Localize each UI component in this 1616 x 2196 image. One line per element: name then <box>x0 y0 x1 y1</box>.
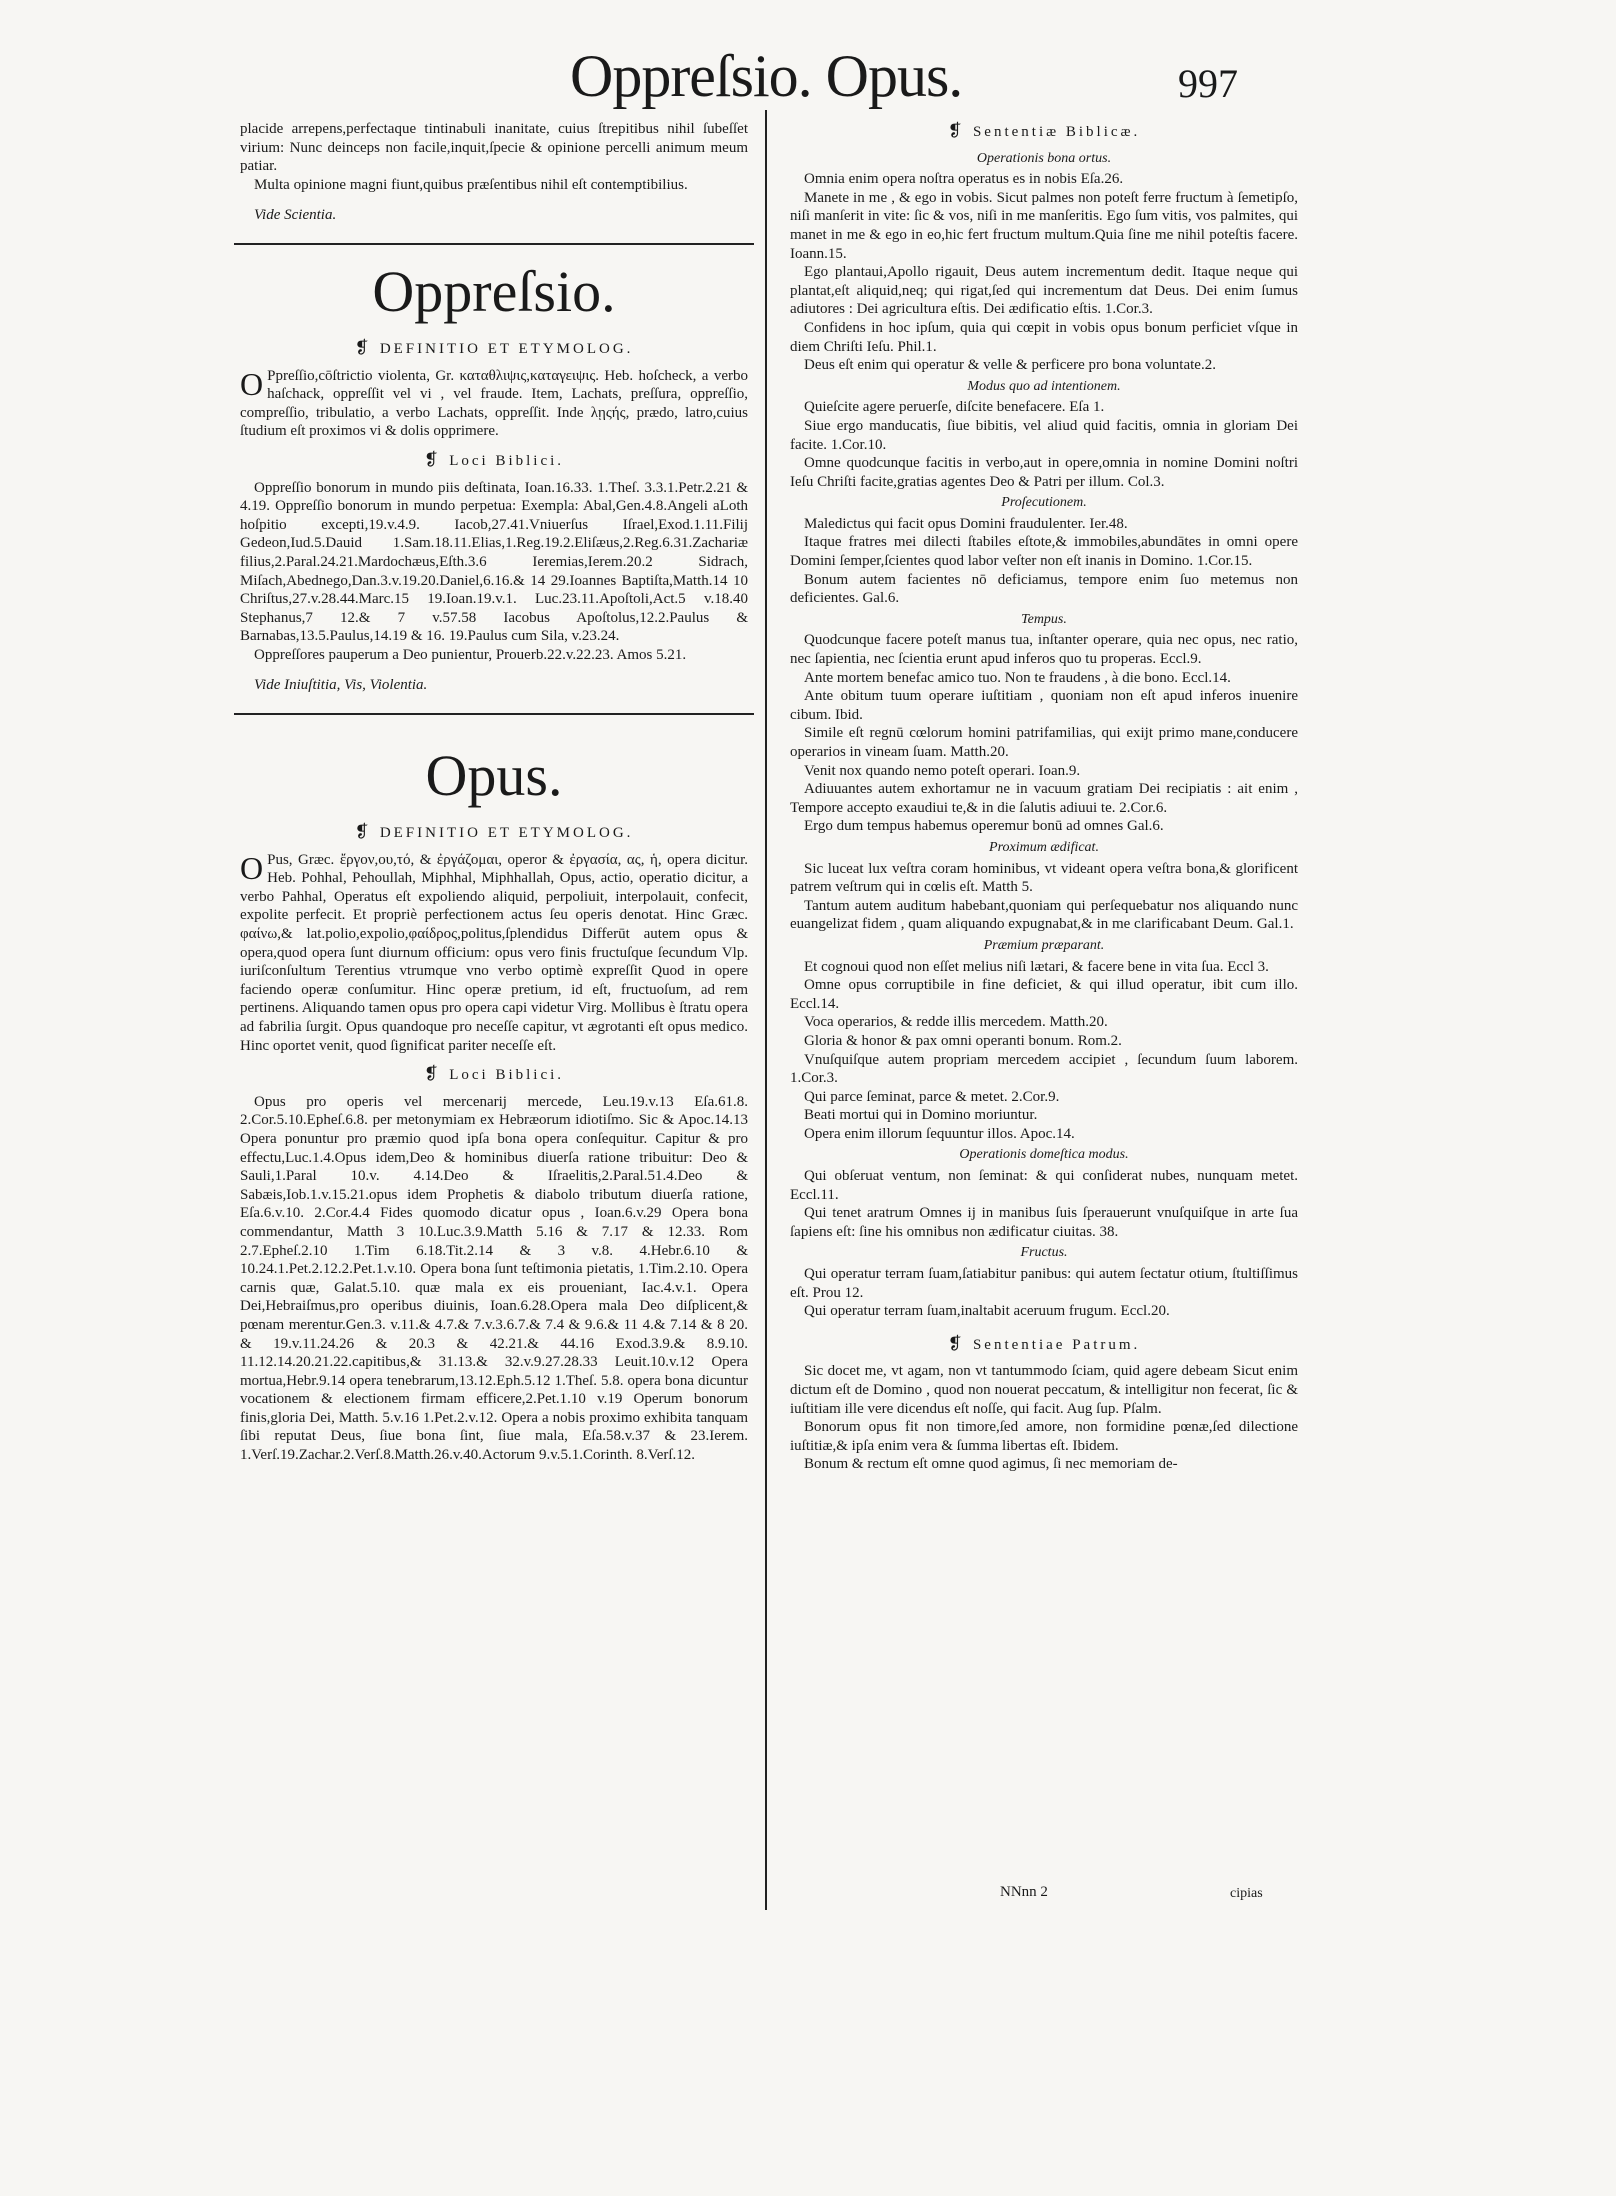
sententia-label: Tempus. <box>1021 611 1067 627</box>
sententia-paragraph: Bonum autem facientes nō deficiamus, tempore enim ſuo metemus non deficientes. Gal.6. <box>790 571 1298 607</box>
sententia-paragraph: Quodcunque facere poteſt manus tua, inſtanter operare, quia nec opus, nec ratio, nec ſapientia, nec ſcientia erunt apud inferos quo tu properas. Eccl.9. <box>790 632 1298 668</box>
sententia-paragraph: Voca operarios, & redde illis mercedem. Matth.20. <box>804 1014 1108 1031</box>
loci-paragraph: Oppreſſio bonorum in mundo piis deſtinata, Ioan.16.33. 1.Theſ. 3.3.1.Petr.2.21 & 4.19. Oppreſſio bonorum in mundo perpetua: Exempla: Abal,Gen.4.8.Angeli aLoth hoſpitio excepti,19.v.4.9. Iacob,27.41.Vniuerſus Iſrael,Exod.1.11.Filij Gedeon,Iud.5.Dauid 1.Sam.18.11.Elias,1.Reg.19.2.Eliſæus,2.Reg.6.31.Zachariæ filius,2.Paral.24.21.Mardochæus,Eſth.3.6 Ieremias,Ierem.20.2 Sidrach, Miſach,Abednego,Dan.3.v.19.20.Daniel,6.16.& 14 29.Ioannes Baptiſta,Matth.14 10 Chriſtus,27.v.28.44.Marc.15 19.Ioan.19.v.1. Luc.23.11.Apoſtoli,Act.5 v.18.40 Stephanus,7 12.& 7 v.57.58 Iacobus Apoſtolus,12.2.Paulus & Barnabas,13.5.Paulus,14.19 & 16. 19.Paulus cum Sila, v.23.24. <box>240 479 748 645</box>
sententia-label: Fructus. <box>1020 1245 1068 1261</box>
sententia-paragraph: Beati mortui qui in Domino moriuntur. <box>804 1107 1038 1124</box>
definition-paragraph: O Ppreſſio,cōſtrictio violenta, Gr. καταθλιψις,καταγειψις. Heb. hoſcheck, a verbo haſchack, oppreſſit vel vi , vel fraude. Item, Lachats, preſſura, oppreſſio, compreſſio, tribulatio, a verbo Lachats, oppreſſit. Inde λῃςής, prædo, latro,cuius ſtudium eſt proximos vi & dolis opprimere. <box>240 365 748 440</box>
section-divider <box>234 243 754 245</box>
sententia-paragraph: Qui operatur terram ſuam,ſatiabitur panibus: qui autem ſectatur otium, ſtultiſſimus eſt. Prou 12. <box>790 1266 1298 1301</box>
sententia-paragraph: Tantum autem auditum habebant,quoniam qui perſequebatur nos aliquando nunc euangelizat fidem , quam aliquando expugnabat,& in me clarificabant Deum. Gal.1. <box>790 897 1298 933</box>
sententia-paragraph: Manete in me , & ego in vobis. Sicut palmes non poteſt ferre fructum à ſemetipſo, niſi manſerit in vite: ſic & vos, niſi in me manſeritis. Ego ſum vitis, vos palmites, qui manet in me & ego in eo,hic fert fructum multum.Quia ſine me nihil poteſtis facere. Ioann.15. <box>790 189 1298 262</box>
sententia-paragraph: Ante obitum tuum operare iuſtitiam , quoniam non eſt apud inferos inuenire cibum. Ibid. <box>790 688 1298 723</box>
sententia-paragraph: Maledictus qui facit opus Domini fraudulenter. Ier.48. <box>804 515 1128 532</box>
sententia-paragraph: Qui tenet aratrum Omnes ij in manibus ſuis ſperauerunt vnuſquiſque in arte ſua ſapiens eſt: ſine his omnibus non ædificatur ciuitas. 38. <box>790 1205 1298 1240</box>
pilcrow-icon: ❡ <box>354 822 372 842</box>
drop-cap: O <box>240 365 264 402</box>
patres-paragraph: Bonorum opus fit non timore,ſed amore, non formidine pœnæ,ſed dilectione iuſtitiæ,& ipſa enim vera & ſumma libertas eſt. Ibidem. <box>790 1419 1298 1454</box>
pilcrow-icon: ❡ <box>947 121 965 140</box>
loci-paragraph: Oppreſſores pauperum a Deo punientur, Prouerb.22.v.22.23. Amos 5.21. <box>254 646 687 663</box>
sententiae-blocks <box>790 150 1298 1321</box>
sententia-paragraph: Quieſcite agere peruerſe, diſcite benefacere. Eſa 1. <box>804 399 1105 416</box>
signature-mark: NNnn 2 <box>1000 1884 1048 1900</box>
page-number: 997 <box>1178 61 1238 106</box>
pilcrow-icon: ❡ <box>947 1333 965 1353</box>
right-column <box>790 120 1298 1474</box>
left-column <box>240 120 748 1465</box>
sententia-paragraph: Qui obſeruat ventum, non ſeminat: & qui conſiderat nubes, nunquam metet. Eccl.11. <box>790 1168 1298 1203</box>
sententiae-biblicae-heading: ❡ Sententiæ Biblicæ. <box>947 121 1141 140</box>
sententia-paragraph: Venit nox quando nemo poteſt operari. Ioan.9. <box>804 762 1081 779</box>
page-header <box>0 38 1616 118</box>
sententia-paragraph: Ergo dum tempus habemus operemur bonū ad omnes Gal.6. <box>804 818 1164 835</box>
sententia-paragraph: Qui parce ſeminat, parce & metet. 2.Cor.9. <box>804 1088 1060 1105</box>
column-divider <box>765 110 767 1910</box>
patres-paragraph: Bonum & rectum eſt omne quod agimus, ſi nec memoriam de- <box>804 1456 1178 1473</box>
sententia-paragraph: Vnuſquiſque autem propriam mercedem accipiet , ſecundum ſuum laborem. 1.Cor.3. <box>790 1051 1298 1087</box>
sententia-paragraph: Gloria & honor & pax omni operanti bonum. Rom.2. <box>804 1032 1122 1049</box>
sententia-paragraph: Et cognoui quod non eſſet melius niſi lætari, & facere bene in vita ſua. Eccl 3. <box>804 958 1269 975</box>
intro-paragraph: placide arrepens,perfectaque tintinabuli inanitate, cuius ſtrepitibus nihil ſubeſſet virium: Nunc deinceps non facile,inquit,ſpecie & opinione percelli animum meum patiar. <box>240 121 748 175</box>
sententia-paragraph: Siue ergo manducatis, ſiue bibitis, vel aliud quid facitis, omnia in gloriam Dei facite. 1.Cor.10. <box>790 417 1298 453</box>
section-title-opus: Opus. <box>425 743 563 809</box>
sententia-paragraph: Simile eſt regnū cœlorum homini patrifamilias, qui exijt primo mane,conducere operarios in vineam ſuam. Matth.20. <box>790 725 1298 760</box>
sententia-label: Modus quo ad intentionem. <box>967 378 1121 394</box>
sententia-paragraph: Qui operatur terram ſuam,inaltabit aceruum frugum. Eccl.20. <box>804 1303 1170 1320</box>
definition-paragraph: O Pus, Græc. ἔργον,ου,τό, & ἐργάζομαι, operor & ἐργασία, ας, ἡ, opera dicitur. Heb. Pohhal, Pehoullah, Miphhal, Miphhallah, Opus, actio, operatio dicitur, a verbo Pahhal, Operatus eſt expoliendo aliquid, perpoliuit, interpolauit, confecit, expolite perfecit. Et propriè perfectionem actus ſeu operis denotat. Hinc Græc. φαίνω,& lat.polio,expolio,φαίδρος,politus,ſplendidus Differūt autem opus & opera,quod opera ſunt diurnum officium: opus vero finis fructuſque ſecundum Vlp. iuriſconſultum Terentius vtrumque vno verbo optimè expreſſit Quod in opere faciendo operæ conſumitur. Hinc operæ pretium, id eſt, fructuoſum, ad rem pertinens. Aliquando tamen opus pro opera capi videtur Virg. Mollibus è ſtratu opera ad fabrilia ſurgit. Opus quandoque pro neceſſe capitur, vt ægrotanti eſt opus medico. Hinc oportet venit, quod ſignificat pariter neceſſe eſt. <box>240 849 748 1054</box>
section-title-oppressio: Oppreſsio. <box>372 258 616 324</box>
sententia-paragraph: Omnia enim opera noſtra operatus es in nobis Eſa.26. <box>804 171 1124 188</box>
sententia-label: Operationis bona ortus. <box>976 150 1112 166</box>
catchword: cipias <box>1230 1886 1263 1901</box>
sententia-paragraph: Deus eſt enim qui operatur & velle & perficere pro bona voluntate.2. <box>804 357 1216 374</box>
sententia-paragraph: Ego plantaui,Apollo rigauit, Deus autem incrementum dedit. Itaque neque qui plantat,eſt aliquid,neq; qui rigat,ſed qui incrementum dat Deus. Dei enim ſumus adiutores : Dei agricultura eſtis. Dei ædificatio eſtis. 1.Cor.3. <box>790 264 1298 318</box>
sententia-paragraph: Omne opus corruptibile in fine deficiet, & qui illud operatur, ibit cum illo. Eccl.14. <box>790 977 1298 1012</box>
loci-paragraph: Opus pro operis vel mercenarij mercede, Leu.19.v.13 Eſa.61.8. 2.Cor.5.10.Epheſ.6.8. per metonymiam ex Hebræorum idiotiſmo. Sic & Apoc.14.13 Opera ponuntur pro præmio quod ipſa bona opera conſequitur. Capitur & pro effectu,Luc.1.4.Opus idem,Deo & hominibus diuerſa ratione tribuitur: Deo & Sauli,1.Paral 10.v. 4.14.Deo & Iſraelitis,2.Paral.51.4.Deo & Sabæis,Iob.1.v.15.21.opus idem Prophetis & diabolo tributum diuerſa ratione, Eſa.6.v.10. 2.Cor.4.4 Fides quomodo dicatur opus , Ioan.6.v.29 Opera bona commendantur, Matth 3 10.Luc.3.9.Matth 5.16 & 7.17 & 12.33. Rom 2.7.Epheſ.2.10 1.Tim 6.18.Tit.2.14 & 3 v.8. 4.Hebr.6.10 & 10.24.1.Pet.2.12.2.Pet.1.v.10. Opera bona ſunt teſtimonia pietatis, 1.Tim.2.10. Opera carnis quæ, Galat.5.10. quæ mala ex eis proueniant, Iac.4.v.1. Opera Dei,Hebraiſmus,pro operibus diuinis, Ioan.6.28.Opera mala Deo diſplicent,& pœnam merentur.Gen.3. v.11.& 4.7.& 7.v.3.6.7.& 7.4 & 9.6.& 11 4.& 7.14 & 8 20. & 19.v.11.24.26 & 20.3 & 42.21.& 44.16 Exod.3.9.& 8.9.10. 11.12.14.20.21.22.capitibus,& 31.13.& 32.v.9.27.28.33 Leuit.10.v.12 Opera mortua,Hebr.9.14 opera tenebrarum,13.12.Eph.5.12 1.Theſ. 5.8. opera bona dicuntur vocationem & electionem firmam efficere,2.Pet.1.10 v.19 Operum bonorum finis,gloria Dei, Matth. 5.v.16 1.Pet.2.v.12. Opera a nobis proximo exhibita tanquam ſibi reputat Deus, ſiue bona ſint, ſiue mala, Eſa.58.v.37 & 23.Ierem. 1.Verſ.19.Zachar.2.Verſ.8.Matth.26.v.40.Actorum 9.v.5.1.Corinth. 8.Verſ.12. <box>240 1093 748 1464</box>
sententia-label: Operationis domeſtica modus. <box>959 1147 1129 1163</box>
intro-paragraph: Multa opinione magni fiunt,quibus præſentibus nihil eſt contemptibilius. <box>254 176 688 193</box>
sententia-paragraph: Sic luceat lux veſtra coram hominibus, vt videant opera veſtra bona,& glorificent patrem veſtrum qui in cœlis eſt. Matth 5. <box>790 860 1298 896</box>
sententiae-patrum-heading: ❡ Sententiae Patrum. <box>947 1333 1141 1353</box>
sententia-paragraph: Itaque fratres mei dilecti ſtabiles eſtote,& immobiles,abundātes in omni opere Domini ſemper,ſcientes quod labor veſter non eſt inanis in Domino. 1.Cor.15. <box>790 534 1298 570</box>
sententia-label: Præmium præparant. <box>983 937 1105 953</box>
sententia-paragraph: Confidens in hoc ipſum, quia qui cœpit in vobis opus bonum perficiet vſque in diem Chriſti Ieſu. Phil.1. <box>790 319 1298 355</box>
section-divider <box>234 713 754 715</box>
definition-heading: ❡ DEFINITIO ET ETYMOLOG. <box>354 822 634 842</box>
drop-cap: O <box>240 849 264 886</box>
sententia-label: Proſecutionem. <box>1001 495 1087 511</box>
sententia-label: Proximum ædificat. <box>989 839 1099 855</box>
sententia-paragraph: Ante mortem benefac amico tuo. Non te fraudens , à die bono. Eccl.14. <box>804 669 1231 686</box>
cross-reference: Vide Iniuſtitia, Vis, Violentia. <box>254 677 428 694</box>
loci-heading: ❡ Loci Biblici. <box>423 1064 565 1084</box>
pilcrow-icon: ❡ <box>423 449 442 469</box>
sententia-paragraph: Adiuuantes autem exhortamur ne in vacuum gratiam Dei recipiatis : ait enim , Tempore accepto exaudiui te,& in die ſalutis adiuui te. 2.Cor.6. <box>790 781 1298 816</box>
pilcrow-icon: ❡ <box>354 337 372 357</box>
pilcrow-icon: ❡ <box>423 1064 442 1084</box>
sententia-paragraph: Opera enim illorum ſequuntur illos. Apoc.14. <box>804 1125 1075 1142</box>
running-title: Oppreſsio. Opus. <box>570 43 963 109</box>
sententia-paragraph: Omne quodcunque facitis in verbo,aut in opere,omnia in nomine Domini noſtri Ieſu Chriſti facite,gratias agentes Deo & Patri per illum. Col.3. <box>790 455 1298 490</box>
patres-paragraph: Sic docet me, vt agam, non vt tantummodo ſciam, quid agere debeam Sicut enim dictum eſt de Domino , quod non nouerat peccatum, & intelligitur non fecerat, ſic & iuſtitiam ille vere dicendus eſt noſſe, qui facit. Aug ſup. Pſalm. <box>790 1363 1298 1417</box>
loci-heading: ❡ Loci Biblici. <box>423 449 565 469</box>
cross-reference: Vide Scientia. <box>254 207 337 224</box>
definition-heading: ❡ DEFINITIO ET ETYMOLOG. <box>354 337 634 357</box>
